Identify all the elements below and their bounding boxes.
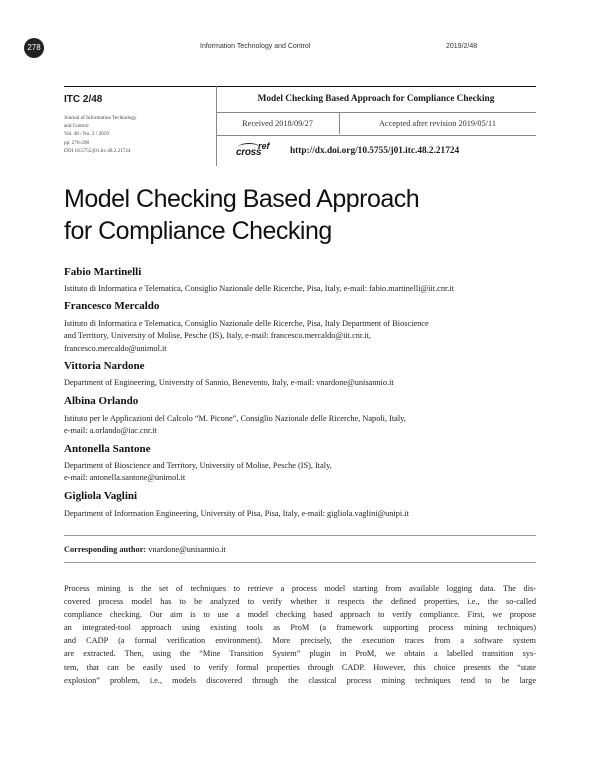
abstract-line: tem, that can be easily used to verify formal properties through CADP. However, this choice presents the “state bbox=[64, 662, 536, 672]
abstract-line: are extracted. Then, using the “Mine Transition System” plugin in ProM, we obtain a labelled transition sys- bbox=[64, 649, 536, 659]
corresponding-rule-top bbox=[64, 535, 536, 536]
masthead-title: Model Checking Based Approach for Compliance Checking bbox=[257, 94, 495, 104]
accepted-date: Accepted after revision 2019/05/11 bbox=[379, 119, 496, 128]
meta-line: Journal of Information Technology bbox=[64, 115, 137, 121]
author-name: Gigliola Vaglini bbox=[64, 490, 138, 502]
author-name: Fabio Martinelli bbox=[64, 266, 142, 278]
abstract-line: compliance checking. Our aim is to use a model checking based approach to verify compliance. First, we propose bbox=[64, 610, 536, 620]
received-date: Received 2018/09/27 bbox=[242, 119, 313, 128]
article-title bbox=[64, 183, 544, 247]
crossref-cross-text: cross bbox=[236, 147, 262, 158]
author-affiliation bbox=[64, 460, 534, 485]
author-name: Francesco Mercaldo bbox=[64, 300, 160, 312]
affiliation-line: e-mail: a.orlando@iac.cnr.it bbox=[64, 426, 157, 436]
journal-code: ITC 2/48 bbox=[64, 94, 103, 105]
corresponding-label: Corresponding author: bbox=[64, 545, 147, 554]
affiliation-line: e-mail: antonella.santone@unimol.it bbox=[64, 473, 186, 483]
author-affiliation bbox=[64, 413, 534, 438]
author-affiliation bbox=[64, 508, 534, 520]
corresponding-rule-bottom bbox=[64, 562, 536, 563]
abstract-line: explosion” problem, i.e., models discovered through the classical process mining techniques tend to be large bbox=[64, 675, 536, 685]
meta-line: DOI 10.5755/j01.itc.48.2.21724 bbox=[64, 147, 131, 154]
affiliation-line: and Territory, University of Molise, Pesche (IS), Italy, e-mail: francesco.mercaldo@iit.cnr.it, bbox=[64, 331, 371, 341]
journal-metadata bbox=[64, 114, 204, 155]
top-rule bbox=[64, 86, 536, 87]
abstract bbox=[64, 582, 536, 687]
crossref-logo[interactable] bbox=[236, 141, 286, 161]
meta-line: pp. 278-298 bbox=[64, 139, 90, 146]
title-line: Model Checking Based Approach bbox=[64, 185, 420, 213]
corresponding-email[interactable]: vnardone@unisannio.it bbox=[148, 545, 226, 554]
doi-link[interactable]: http://dx.doi.org/10.5755/j01.itc.48.2.21724 bbox=[290, 146, 460, 156]
author-affiliation bbox=[64, 283, 534, 295]
running-header-journal: Information Technology and Control bbox=[200, 43, 311, 50]
abstract-line: an integrated-tool approach using existing tools as ProM (a framework supporting process mining techniques) bbox=[64, 623, 536, 633]
abstract-line: covered process model has to be analyzed to verify whether it respects the defined properties, i.e., the so-called bbox=[64, 597, 536, 607]
corresponding-author bbox=[64, 545, 226, 554]
title-line: for Compliance Checking bbox=[64, 217, 332, 245]
meta-line: and Control bbox=[64, 123, 89, 130]
affiliation-line: Istituto per le Applicazioni del Calcolo “M. Picone”, Consiglio Nazionale delle Ricerche, Napoli, Italy, bbox=[64, 414, 406, 423]
affiliation-line: francesco.mercaldo@unimol.it bbox=[64, 343, 167, 353]
crossref-ref-text: ref bbox=[258, 141, 270, 151]
abstract-line: Process mining is the set of techniques to retrieve a process model starting from available logging data. The dis- bbox=[64, 584, 536, 593]
author-name: Albina Orlando bbox=[64, 395, 139, 407]
author-affiliation bbox=[64, 318, 534, 355]
affiliation-line: Department of Bioscience and Territory, University of Molise, Pesche (IS), Italy, bbox=[64, 461, 332, 470]
affiliation-line: Istituto di Informatica e Telematica, Consiglio Nazionale delle Ricerche, Pisa, Italy Department of Bioscience bbox=[64, 319, 429, 328]
author-affiliation bbox=[64, 377, 534, 389]
affiliation-line: Department of Information Engineering, University of Pisa, Pisa, Italy, e-mail: gigliola.vaglini@unipi.it bbox=[64, 509, 409, 518]
meta-line: Vol. 48 / No. 2 / 2019 bbox=[64, 131, 109, 138]
affiliation-line: Istituto di Informatica e Telematica, Consiglio Nazionale delle Ricerche, Pisa, Italy, e-mail: fabio.martinelli@iit.cnr.it bbox=[64, 284, 454, 293]
running-header-issue: 2019/2/48 bbox=[446, 43, 478, 50]
author-name: Antonella Santone bbox=[64, 443, 151, 455]
page-number-badge: 278 bbox=[24, 38, 44, 58]
affiliation-line: Department of Engineering, University of Sannio, Benevento, Italy, e-mail: vnardone@unisannio.it bbox=[64, 378, 394, 387]
author-name: Vittoria Nardone bbox=[64, 360, 145, 372]
abstract-line: and CADP (a formal verification environment). More precisely, the execution traces from a software system bbox=[64, 636, 536, 646]
